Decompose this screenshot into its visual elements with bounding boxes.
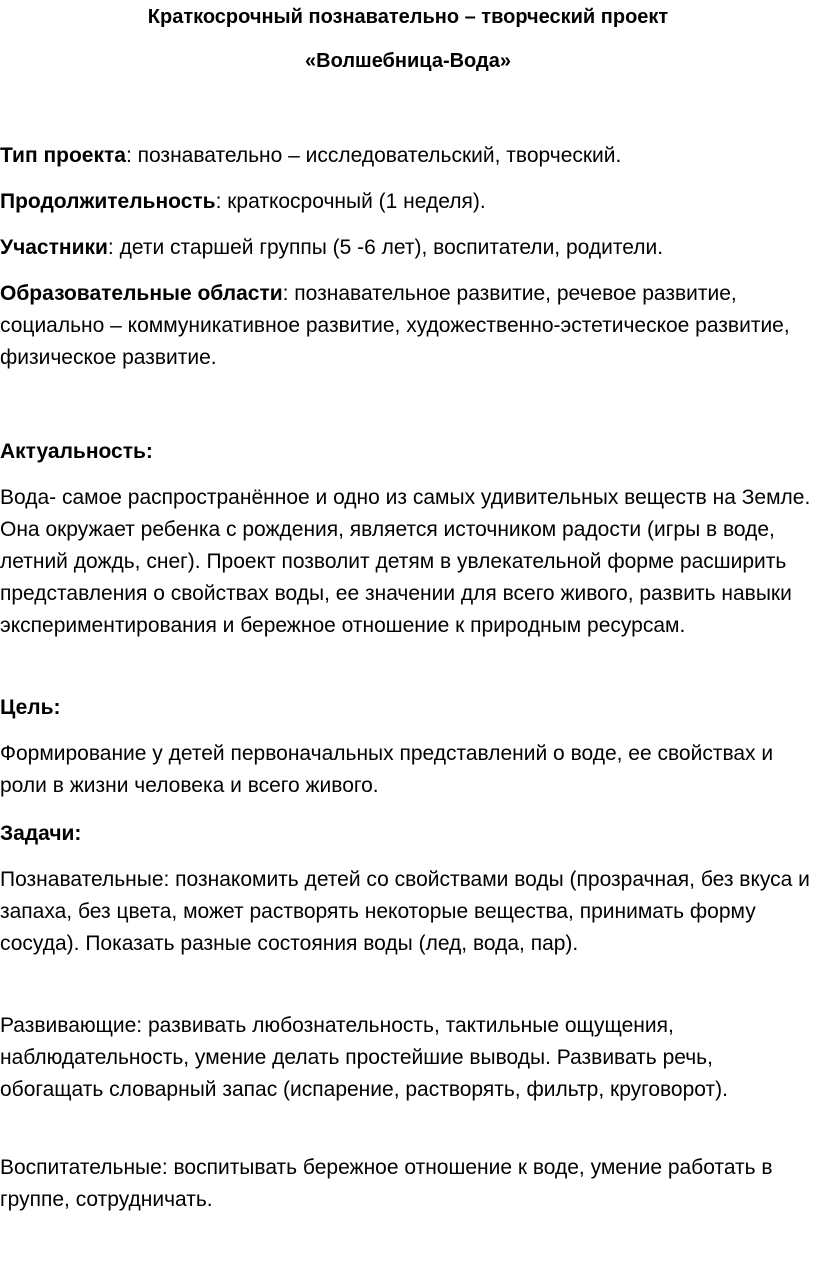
project-title: Краткосрочный познавательно – творческий проект [147,6,669,28]
relevance-heading: Актуальность: [0,440,153,463]
relevance-text: Вода- самое распространённое и одно из самых удивительных веществ на Земле. Она окружает ребенка с рождения, является источником радости (игры в воде, летний дождь, снег). Проект позволит детям в увлекательной форме расширить представления о свойствах воды, ее значении для всего живого, развить навыки экспериментирования и бережное отношение к природным ресурсам. [0,486,811,637]
tasks-developing: Развивающие: развивать любознательность, тактильные ощущения, наблюдательность, умение делать простейшие выводы. Развивать речь, обогащать словарный запас (испарение, растворять, фильтр, круговорот). [0,1014,728,1101]
project-participants-value: : дети старшей группы (5 -6 лет), воспитатели, родители. [107,236,664,259]
project-duration [0,186,816,218]
educational-areas-label: Образовательные области [0,282,283,305]
tasks-cognitive: Познавательные: познакомить детей со свойствами воды (прозрачная, без вкуса и запаха, без цвета, может растворять некоторые вещества, принимать форму сосуда). Показать разные состояния воды (лед, вода, пар). [0,868,810,955]
project-type-value: : познавательно – исследовательский, творческий. [125,144,622,167]
project-type [0,140,816,172]
project-duration-label: Продолжительность [0,190,216,213]
educational-areas-value: : познавательное развитие, речевое развитие, социально – коммуникативное развитие, художественно-эстетическое развитие, физическое развитие. [0,282,790,369]
tasks-educational: Воспитательные: воспитывать бережное отношение к воде, умение работать в группе, сотрудничать. [0,1156,773,1211]
tasks-heading: Задачи: [0,822,82,845]
goal-heading: Цель: [0,696,61,719]
project-participants-label: Участники [0,236,108,259]
goal-text: Формирование у детей первоначальных представлений о воде, ее свойствах и роли в жизни человека и всего живого. [0,742,774,797]
project-type-label: Тип проекта [0,144,126,167]
project-participants [0,232,816,264]
educational-areas [0,278,816,374]
project-duration-value: : краткосрочный (1 неделя). [215,190,486,213]
project-name: «Волшебница-Вода» [305,50,511,72]
